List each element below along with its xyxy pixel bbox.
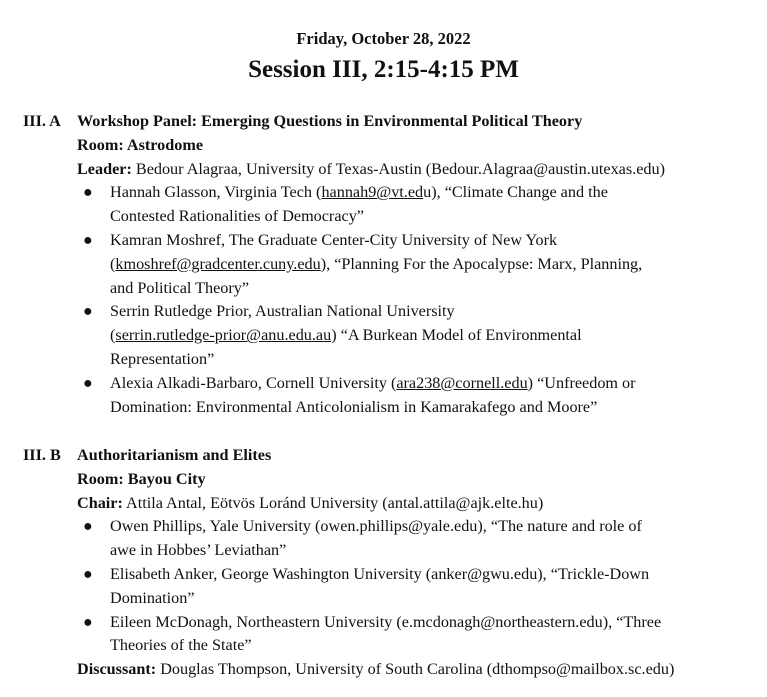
panel-title: Authoritarianism and Elites — [77, 446, 272, 464]
panel-code: III. B — [23, 446, 61, 464]
discussant — [77, 658, 674, 682]
panel-header — [0, 110, 767, 134]
bullet-icon: ● — [83, 613, 93, 631]
chair-line — [0, 492, 767, 516]
leader-label: Leader: — [77, 159, 132, 178]
chair — [77, 492, 543, 516]
bullet-icon: ● — [83, 184, 93, 202]
paper-author: Kamran Moshref, The Graduate Center-City University of New York — [110, 230, 558, 249]
bullet-icon: ● — [83, 518, 93, 536]
panel-header — [0, 444, 767, 468]
paper-title-start: ) “A Burkean Model of Environmental — [331, 326, 582, 345]
paper-text — [110, 324, 582, 348]
paper-title-cont: awe in Hobbes’ Leviathan” — [110, 541, 287, 560]
paren-open: ( — [110, 254, 116, 273]
chair-label: Chair: — [77, 493, 123, 512]
bullet-icon: ● — [83, 374, 93, 392]
leader-line — [0, 158, 767, 182]
list-item-continued — [0, 587, 767, 611]
bullet-icon: ● — [83, 565, 93, 583]
paper-text — [110, 253, 642, 277]
paper-title-cont: Contested Rationalities of Democracy” — [110, 207, 364, 226]
list-item — [0, 300, 767, 324]
paper-title-cont: Theories of the State” — [110, 636, 252, 655]
panel-title: Workshop Panel: Emerging Questions in Environmental Political Theory — [77, 112, 583, 130]
room-line — [0, 468, 767, 492]
paren-open: ( — [110, 326, 116, 345]
bullet-icon: ● — [83, 231, 93, 249]
list-item-continued — [0, 277, 767, 301]
list-item — [0, 611, 767, 635]
paper-title-cont: Domination: Environmental Anticolonialism in Kamarakafego and Moore” — [110, 397, 598, 416]
paper-text — [110, 372, 636, 396]
panel-iii-b — [0, 444, 767, 682]
list-item-continued — [0, 396, 767, 420]
list-item-continued — [0, 253, 767, 277]
email-link[interactable]: hannah9@vt.ed — [321, 183, 424, 202]
list-item — [0, 181, 767, 205]
paper-text — [110, 181, 608, 205]
list-item-continued — [0, 539, 767, 563]
discussant-line — [0, 658, 767, 682]
list-item-continued — [0, 634, 767, 658]
list-item — [0, 515, 767, 539]
list-item-continued — [0, 324, 767, 348]
paper-author: Hannah Glasson, Virginia Tech ( — [110, 183, 322, 202]
room-label: Room: Bayou City — [77, 469, 206, 488]
paper-title-start: ), “Planning For the Apocalypse: Marx, Planning, — [320, 254, 643, 273]
session-date: Friday, October 28, 2022 — [296, 29, 471, 48]
list-item — [0, 563, 767, 587]
email-link[interactable]: serrin.rutledge-prior@anu.edu.au — [115, 326, 332, 345]
room-label: Room: Astrodome — [77, 135, 204, 154]
list-item-continued — [0, 205, 767, 229]
list-item — [0, 372, 767, 396]
paper-title-start: ) “Unfreedom or — [527, 373, 636, 392]
session-heading: Session III, 2:15-4:15 PM — [248, 56, 519, 83]
leader-text: Bedour Alagraa, University of Texas-Austin (Bedour.Alagraa@austin.utexas.edu) — [131, 159, 665, 178]
panel-code: III. A — [23, 112, 61, 130]
panel-iii-a — [0, 110, 767, 419]
leader — [77, 158, 665, 182]
room-line — [0, 134, 767, 158]
paper-title-start: u), “Climate Change and the — [423, 183, 608, 202]
list-item-continued — [0, 348, 767, 372]
chair-text: Attila Antal, Eötvös Loránd University (antal.attila@ajk.elte.hu) — [122, 493, 544, 512]
paper-title-cont: Representation” — [110, 349, 215, 368]
email-link[interactable]: ara238@cornell.edu — [396, 373, 528, 392]
paper-text: Eileen McDonagh, Northeastern University (e.mcdonagh@northeastern.edu), “Three — [110, 612, 662, 631]
list-item — [0, 229, 767, 253]
paper-author: Serrin Rutledge Prior, Australian National University — [110, 302, 455, 321]
bullet-icon: ● — [83, 303, 93, 321]
paper-text: Elisabeth Anker, George Washington University (anker@gwu.edu), “Trickle-Down — [110, 564, 650, 583]
paper-author: Alexia Alkadi-Barbaro, Cornell University ( — [110, 373, 397, 392]
paper-text: Owen Phillips, Yale University (owen.phillips@yale.edu), “The nature and role of — [110, 517, 642, 536]
paper-title-cont: and Political Theory” — [110, 278, 250, 297]
paper-title-cont: Domination” — [110, 588, 195, 607]
email-link[interactable]: kmoshref@gradcenter.cuny.edu — [115, 254, 321, 273]
discussant-text: Douglas Thompson, University of South Carolina (dthompso@mailbox.sc.edu) — [156, 660, 675, 679]
discussant-label: Discussant: — [77, 660, 157, 679]
